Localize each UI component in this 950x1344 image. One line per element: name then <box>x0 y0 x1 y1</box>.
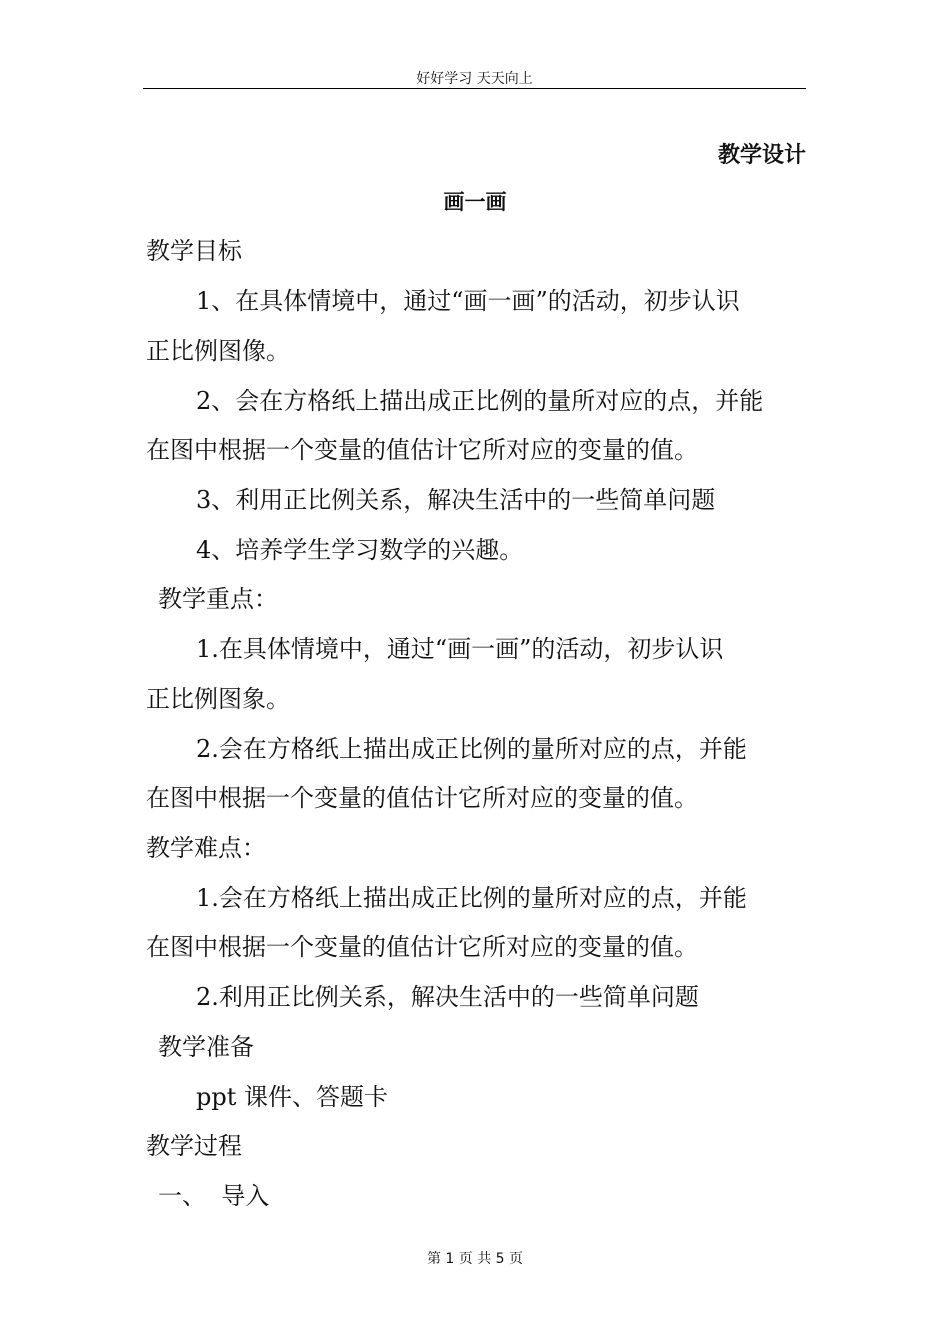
preparation-items: ppt 课件、答题卡 <box>196 1083 388 1111</box>
goal-4: 4、培养学生学习数学的兴趣。 <box>196 536 524 564</box>
difficulties-heading: 教学难点： <box>146 834 266 862</box>
page-header: 好好学习 天天向上 <box>416 71 533 87</box>
goal-1-line-2: 正比例图像。 <box>146 337 290 365</box>
key-point-1-line-2: 正比例图象。 <box>146 685 290 713</box>
goal-2-line-2: 在图中根据一个变量的值估计它所对应的变量的值。 <box>146 436 698 464</box>
header-divider <box>143 88 806 89</box>
document-type-label: 教学设计 <box>717 143 806 168</box>
goal-3: 3、利用正比例关系，解决生活中的一些简单问题 <box>196 486 716 514</box>
process-heading: 教学过程 <box>146 1132 242 1160</box>
preparation-heading: 教学准备 <box>158 1033 254 1061</box>
key-point-1-line-1: 1.在具体情境中，通过“画一画”的活动，初步认识 <box>196 635 724 663</box>
goal-1-line-1: 1、在具体情境中，通过“画一画”的活动，初步认识 <box>196 287 740 315</box>
key-point-2-line-2: 在图中根据一个变量的值估计它所对应的变量的值。 <box>146 784 698 812</box>
difficulty-1-line-1: 1.会在方格纸上描出成正比例的量所对应的点，并能 <box>196 884 747 912</box>
difficulty-2: 2.利用正比例关系，解决生活中的一些简单问题 <box>196 983 699 1011</box>
difficulty-1-line-2: 在图中根据一个变量的值估计它所对应的变量的值。 <box>146 933 698 961</box>
goals-heading: 教学目标 <box>146 237 242 265</box>
section-1-heading: 一、 导入 <box>158 1182 270 1210</box>
key-point-2-line-1: 2.会在方格纸上描出成正比例的量所对应的点，并能 <box>196 735 747 763</box>
page-footer: 第 1 页 共 5 页 <box>426 1251 524 1267</box>
page-title: 画一画 <box>443 190 507 214</box>
goal-2-line-1: 2、会在方格纸上描出成正比例的量所对应的点，并能 <box>196 387 764 415</box>
key-points-heading: 教学重点： <box>158 585 278 613</box>
